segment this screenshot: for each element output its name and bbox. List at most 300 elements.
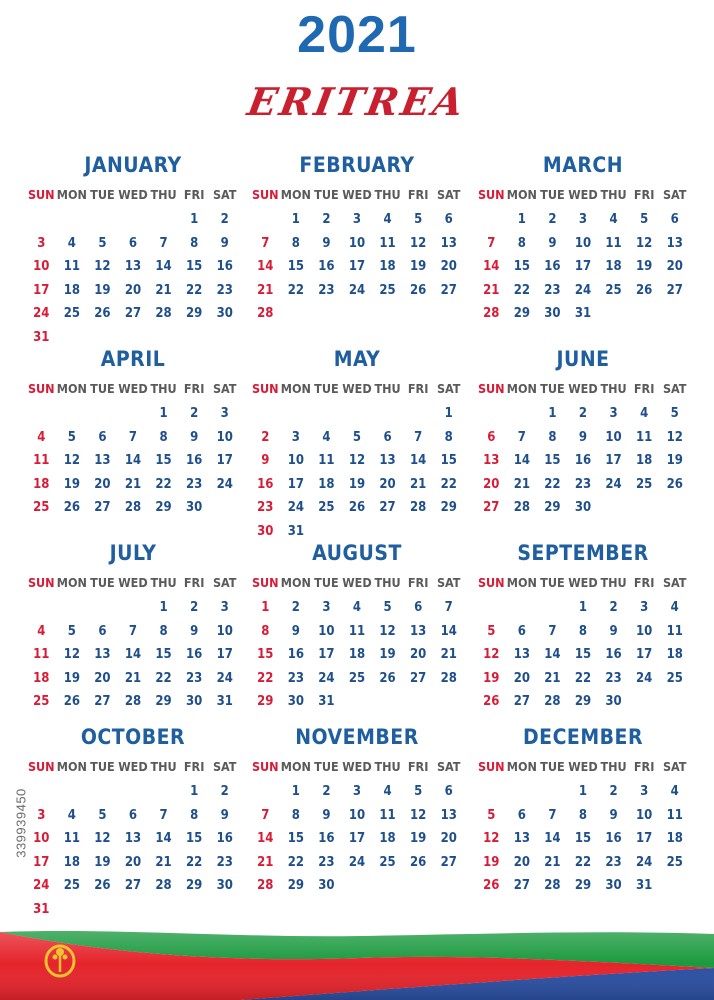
day-cell: 21 xyxy=(257,854,274,870)
calendar-year: 2021 xyxy=(297,6,417,64)
day-cell: 24 xyxy=(605,476,622,492)
day-cell: 11 xyxy=(379,235,396,251)
day-cell: 30 xyxy=(287,694,304,710)
empty-cell xyxy=(26,402,57,426)
day-cell: 14 xyxy=(544,647,561,663)
weekday-header-thu: THU xyxy=(374,575,401,590)
day-cell: 16 xyxy=(257,476,274,492)
day-cell: 6 xyxy=(128,807,138,823)
empty-cell xyxy=(57,596,88,620)
day-cell: 25 xyxy=(348,670,366,686)
empty-cell xyxy=(403,402,434,426)
day-cell: 8 xyxy=(578,807,588,823)
day-cell: 15 xyxy=(257,647,274,663)
day-cell: 12 xyxy=(635,235,653,251)
weekday-header-sun: SUN xyxy=(477,759,505,774)
day-cell: 11 xyxy=(63,259,80,275)
weekday-header-sun: SUN xyxy=(477,381,505,396)
day-cell: 16 xyxy=(605,647,622,663)
day-cell: 20 xyxy=(409,647,427,663)
day-cell: 2 xyxy=(261,429,270,445)
weekday-header-sat: SAT xyxy=(212,187,237,202)
day-cell: 9 xyxy=(609,623,618,639)
weekday-header-fri: FRI xyxy=(633,759,655,774)
day-cell: 22 xyxy=(185,282,203,298)
day-cell: 24 xyxy=(574,282,592,298)
weekday-header-thu: THU xyxy=(600,759,627,774)
day-cell: 2 xyxy=(322,784,331,799)
weekday-header-tue: TUE xyxy=(90,759,115,774)
day-cell: 4 xyxy=(352,600,362,615)
day-cell: 9 xyxy=(220,807,229,823)
day-cell: 22 xyxy=(440,476,457,492)
empty-cell xyxy=(26,208,57,232)
day-cell: 6 xyxy=(128,235,138,251)
weekday-header-mon: MON xyxy=(280,381,311,396)
day-cell: 10 xyxy=(605,429,622,445)
weekday-header-sat: SAT xyxy=(436,187,461,202)
day-cell: 24 xyxy=(635,670,653,686)
day-cell: 21 xyxy=(409,476,427,492)
day-cell: 9 xyxy=(609,807,618,823)
day-cell: 22 xyxy=(287,282,304,298)
empty-cell xyxy=(118,780,149,804)
weekday-header-sun: SUN xyxy=(251,187,279,202)
day-cell: 6 xyxy=(487,429,496,445)
day-cell: 26 xyxy=(94,878,111,894)
day-cell: 26 xyxy=(94,306,111,322)
day-cell: 30 xyxy=(605,878,622,894)
empty-cell xyxy=(537,780,568,804)
day-cell: 4 xyxy=(383,212,392,227)
month-may xyxy=(250,344,464,544)
day-cell: 23 xyxy=(216,282,233,298)
day-cell: 10 xyxy=(635,807,653,823)
month-december xyxy=(476,722,690,898)
month-november xyxy=(250,722,464,898)
day-cell: 6 xyxy=(414,600,423,615)
day-cell: 30 xyxy=(216,878,233,894)
weekday-header-fri: FRI xyxy=(183,187,205,202)
weekday-header-fri: FRI xyxy=(407,381,429,396)
day-cell: 30 xyxy=(605,694,622,710)
day-cell: 12 xyxy=(63,647,80,663)
day-cell: 29 xyxy=(287,878,304,894)
day-cell: 15 xyxy=(287,259,304,275)
day-cell: 31 xyxy=(574,306,592,322)
day-cell: 16 xyxy=(287,647,304,663)
month-day-grid xyxy=(476,572,690,714)
empty-cell xyxy=(26,780,57,804)
day-cell: 24 xyxy=(33,306,50,322)
day-cell: 5 xyxy=(98,807,107,823)
day-cell: 3 xyxy=(578,212,588,227)
day-cell: 24 xyxy=(348,854,366,870)
day-cell: 21 xyxy=(483,282,500,298)
day-cell: 11 xyxy=(666,623,683,639)
day-cell: 11 xyxy=(33,453,50,469)
day-cell: 5 xyxy=(352,429,362,445)
day-cell: 28 xyxy=(409,500,427,516)
day-cell: 12 xyxy=(483,831,500,847)
day-cell: 19 xyxy=(379,647,396,663)
weekday-header-thu: THU xyxy=(150,381,177,396)
day-cell: 1 xyxy=(159,600,168,615)
month-name: FEBRUARY xyxy=(299,153,415,177)
weekday-header-tue: TUE xyxy=(540,575,565,590)
day-cell: 17 xyxy=(635,647,653,663)
day-cell: 15 xyxy=(155,453,172,469)
day-cell: 13 xyxy=(124,831,142,847)
weekday-header-thu: THU xyxy=(150,759,177,774)
weekday-header-wed: WED xyxy=(568,759,598,774)
day-cell: 23 xyxy=(185,476,203,492)
day-cell: 20 xyxy=(483,476,500,492)
day-cell: 5 xyxy=(487,623,496,639)
day-cell: 1 xyxy=(190,212,199,227)
day-cell: 31 xyxy=(33,329,50,345)
month-august xyxy=(250,538,464,714)
day-cell: 20 xyxy=(94,476,111,492)
day-cell: 14 xyxy=(124,453,142,469)
day-cell: 16 xyxy=(605,831,622,847)
weekday-header-sat: SAT xyxy=(662,575,687,590)
day-cell: 12 xyxy=(94,831,111,847)
day-cell: 18 xyxy=(379,831,396,847)
day-cell: 22 xyxy=(574,854,592,870)
day-cell: 27 xyxy=(94,694,111,710)
day-cell: 15 xyxy=(513,259,530,275)
month-july xyxy=(26,538,240,714)
day-cell: 9 xyxy=(322,235,331,251)
weekday-header-thu: THU xyxy=(374,187,401,202)
day-cell: 13 xyxy=(513,647,530,663)
day-cell: 17 xyxy=(605,453,622,469)
day-cell: 23 xyxy=(318,854,335,870)
day-cell: 24 xyxy=(216,670,233,686)
month-day-grid xyxy=(476,378,690,520)
empty-cell xyxy=(507,402,538,426)
day-cell: 30 xyxy=(318,878,335,894)
empty-cell xyxy=(118,596,149,620)
weekday-header-mon: MON xyxy=(506,759,537,774)
empty-cell xyxy=(476,402,507,426)
day-cell: 29 xyxy=(544,500,561,516)
day-cell: 1 xyxy=(159,406,168,421)
day-cell: 8 xyxy=(444,429,453,445)
day-cell: 8 xyxy=(261,623,270,639)
day-cell: 25 xyxy=(33,500,50,516)
day-cell: 22 xyxy=(544,476,561,492)
day-cell: 31 xyxy=(33,901,50,917)
day-cell: 31 xyxy=(318,694,335,710)
day-cell: 21 xyxy=(124,476,142,492)
day-cell: 8 xyxy=(291,807,300,823)
month-day-grid xyxy=(476,756,690,898)
empty-cell xyxy=(87,208,118,232)
weekday-header-wed: WED xyxy=(568,381,598,396)
weekday-header-thu: THU xyxy=(374,759,401,774)
day-cell: 11 xyxy=(635,429,653,445)
day-cell: 8 xyxy=(578,623,588,639)
day-cell: 20 xyxy=(513,670,530,686)
weekday-header-thu: THU xyxy=(600,381,627,396)
day-cell: 22 xyxy=(513,282,530,298)
day-cell: 13 xyxy=(513,831,530,847)
day-cell: 21 xyxy=(257,282,274,298)
month-day-grid xyxy=(250,756,464,898)
empty-cell xyxy=(281,402,312,426)
empty-cell xyxy=(311,402,342,426)
day-cell: 9 xyxy=(220,235,229,251)
day-cell: 28 xyxy=(544,694,561,710)
day-cell: 9 xyxy=(261,453,270,469)
month-name: JULY xyxy=(109,541,157,565)
day-cell: 26 xyxy=(483,694,500,710)
weekday-header-mon: MON xyxy=(280,575,311,590)
day-cell: 29 xyxy=(513,306,530,322)
day-cell: 22 xyxy=(185,854,203,870)
day-cell: 2 xyxy=(609,784,618,799)
month-day-grid xyxy=(26,756,240,922)
weekday-header-wed: WED xyxy=(342,759,372,774)
day-cell: 14 xyxy=(124,647,142,663)
day-cell: 13 xyxy=(379,453,396,469)
weekday-header-fri: FRI xyxy=(633,187,655,202)
day-cell: 27 xyxy=(440,282,457,298)
day-cell: 14 xyxy=(483,259,500,275)
day-cell: 14 xyxy=(257,259,274,275)
day-cell: 28 xyxy=(155,878,172,894)
weekday-header-tue: TUE xyxy=(90,381,115,396)
month-october xyxy=(26,722,240,922)
day-cell: 18 xyxy=(635,453,653,469)
day-cell: 3 xyxy=(352,784,362,799)
day-cell: 20 xyxy=(94,670,111,686)
weekday-header-tue: TUE xyxy=(540,187,565,202)
day-cell: 20 xyxy=(124,854,142,870)
day-cell: 19 xyxy=(483,854,500,870)
day-cell: 2 xyxy=(190,406,199,421)
day-cell: 15 xyxy=(440,453,457,469)
empty-cell xyxy=(250,402,281,426)
day-cell: 12 xyxy=(379,623,396,639)
day-cell: 1 xyxy=(548,406,557,421)
day-cell: 16 xyxy=(216,831,233,847)
month-name: OCTOBER xyxy=(80,725,186,749)
day-cell: 27 xyxy=(409,670,427,686)
day-cell: 29 xyxy=(185,306,203,322)
day-cell: 16 xyxy=(318,831,335,847)
day-cell: 20 xyxy=(440,831,457,847)
day-cell: 28 xyxy=(544,878,561,894)
day-cell: 3 xyxy=(37,807,46,823)
weekday-header-fri: FRI xyxy=(183,759,205,774)
empty-cell xyxy=(507,780,538,804)
weekday-header-wed: WED xyxy=(342,575,372,590)
empty-cell xyxy=(148,780,179,804)
day-cell: 7 xyxy=(487,235,496,251)
day-cell: 18 xyxy=(33,476,50,492)
day-cell: 17 xyxy=(318,647,335,663)
weekday-header-sat: SAT xyxy=(436,575,461,590)
day-cell: 20 xyxy=(379,476,396,492)
day-cell: 2 xyxy=(220,784,229,799)
weekday-header-wed: WED xyxy=(118,759,148,774)
day-cell: 9 xyxy=(291,623,300,639)
day-cell: 21 xyxy=(544,854,561,870)
day-cell: 28 xyxy=(124,694,142,710)
weekday-header-mon: MON xyxy=(56,381,87,396)
month-name: JANUARY xyxy=(84,153,182,177)
day-cell: 1 xyxy=(517,212,526,227)
day-cell: 27 xyxy=(379,500,396,516)
day-cell: 5 xyxy=(67,623,76,639)
day-cell: 6 xyxy=(444,212,453,227)
day-cell: 27 xyxy=(513,694,530,710)
day-cell: 1 xyxy=(578,600,588,615)
day-cell: 13 xyxy=(409,623,427,639)
day-cell: 27 xyxy=(483,500,500,516)
day-cell: 6 xyxy=(444,784,453,799)
day-cell: 10 xyxy=(574,235,592,251)
day-cell: 23 xyxy=(574,476,592,492)
weekday-header-sat: SAT xyxy=(662,187,687,202)
weekday-header-wed: WED xyxy=(118,575,148,590)
day-cell: 7 xyxy=(548,623,557,639)
day-cell: 19 xyxy=(63,670,80,686)
day-cell: 26 xyxy=(635,282,653,298)
day-cell: 19 xyxy=(63,476,80,492)
day-cell: 3 xyxy=(322,600,331,615)
day-cell: 7 xyxy=(159,807,168,823)
day-cell: 12 xyxy=(666,429,683,445)
day-cell: 10 xyxy=(348,235,366,251)
day-cell: 8 xyxy=(517,235,526,251)
month-name: JUNE xyxy=(556,347,610,371)
day-cell: 11 xyxy=(666,807,683,823)
weekday-header-fri: FRI xyxy=(407,187,429,202)
day-cell: 22 xyxy=(155,476,172,492)
day-cell: 28 xyxy=(513,500,530,516)
day-cell: 6 xyxy=(517,623,526,639)
empty-cell xyxy=(476,208,507,232)
day-cell: 31 xyxy=(635,878,653,894)
day-cell: 24 xyxy=(33,878,50,894)
day-cell: 2 xyxy=(322,212,331,227)
weekday-header-fri: FRI xyxy=(183,575,205,590)
day-cell: 17 xyxy=(33,282,50,298)
day-cell: 28 xyxy=(257,878,274,894)
day-cell: 26 xyxy=(409,854,427,870)
day-cell: 9 xyxy=(548,235,557,251)
day-cell: 1 xyxy=(444,406,453,421)
month-january xyxy=(26,150,240,350)
day-cell: 6 xyxy=(98,623,107,639)
day-cell: 26 xyxy=(409,282,427,298)
weekday-header-thu: THU xyxy=(600,187,627,202)
month-day-grid xyxy=(250,184,464,326)
weekday-header-tue: TUE xyxy=(314,381,339,396)
day-cell: 9 xyxy=(322,807,331,823)
month-name: APRIL xyxy=(100,347,166,371)
day-cell: 14 xyxy=(155,259,172,275)
day-cell: 15 xyxy=(287,831,304,847)
day-cell: 7 xyxy=(444,600,453,615)
day-cell: 22 xyxy=(257,670,274,686)
day-cell: 12 xyxy=(409,235,427,251)
day-cell: 15 xyxy=(544,453,561,469)
day-cell: 3 xyxy=(352,212,362,227)
day-cell: 4 xyxy=(383,784,392,799)
weekday-header-fri: FRI xyxy=(633,575,655,590)
weekday-header-thu: THU xyxy=(150,575,177,590)
day-cell: 17 xyxy=(216,453,233,469)
day-cell: 18 xyxy=(318,476,335,492)
day-cell: 25 xyxy=(379,282,396,298)
day-cell: 23 xyxy=(216,854,233,870)
day-cell: 7 xyxy=(414,429,423,445)
day-cell: 25 xyxy=(666,854,683,870)
day-cell: 23 xyxy=(318,282,335,298)
weekday-header-thu: THU xyxy=(600,575,627,590)
day-cell: 25 xyxy=(318,500,335,516)
day-cell: 4 xyxy=(67,235,76,251)
day-cell: 14 xyxy=(409,453,427,469)
day-cell: 3 xyxy=(37,235,46,251)
day-cell: 26 xyxy=(348,500,366,516)
weekday-header-wed: WED xyxy=(342,381,372,396)
day-cell: 16 xyxy=(544,259,561,275)
day-cell: 10 xyxy=(33,831,50,847)
day-cell: 29 xyxy=(257,694,274,710)
day-cell: 19 xyxy=(94,854,111,870)
day-cell: 10 xyxy=(216,623,233,639)
day-cell: 29 xyxy=(574,878,592,894)
day-cell: 28 xyxy=(483,306,500,322)
day-cell: 22 xyxy=(574,670,592,686)
weekday-header-thu: THU xyxy=(374,381,401,396)
month-april xyxy=(26,344,240,520)
day-cell: 12 xyxy=(348,453,366,469)
weekday-header-wed: WED xyxy=(568,187,598,202)
day-cell: 2 xyxy=(220,212,229,227)
day-cell: 6 xyxy=(98,429,107,445)
day-cell: 11 xyxy=(318,453,335,469)
empty-cell xyxy=(476,780,507,804)
day-cell: 15 xyxy=(185,259,203,275)
weekday-header-sat: SAT xyxy=(436,381,461,396)
day-cell: 4 xyxy=(37,429,46,445)
empty-cell xyxy=(250,780,281,804)
day-cell: 9 xyxy=(190,429,199,445)
day-cell: 14 xyxy=(544,831,561,847)
day-cell: 29 xyxy=(185,878,203,894)
day-cell: 15 xyxy=(185,831,203,847)
day-cell: 18 xyxy=(666,647,683,663)
day-cell: 4 xyxy=(670,784,679,799)
weekday-header-mon: MON xyxy=(506,187,537,202)
day-cell: 23 xyxy=(605,854,622,870)
day-cell: 5 xyxy=(640,212,649,227)
weekday-header-sun: SUN xyxy=(477,575,505,590)
day-cell: 31 xyxy=(216,694,233,710)
day-cell: 10 xyxy=(635,623,653,639)
day-cell: 13 xyxy=(483,453,500,469)
day-cell: 2 xyxy=(190,600,199,615)
day-cell: 30 xyxy=(185,500,203,516)
day-cell: 3 xyxy=(220,406,229,421)
